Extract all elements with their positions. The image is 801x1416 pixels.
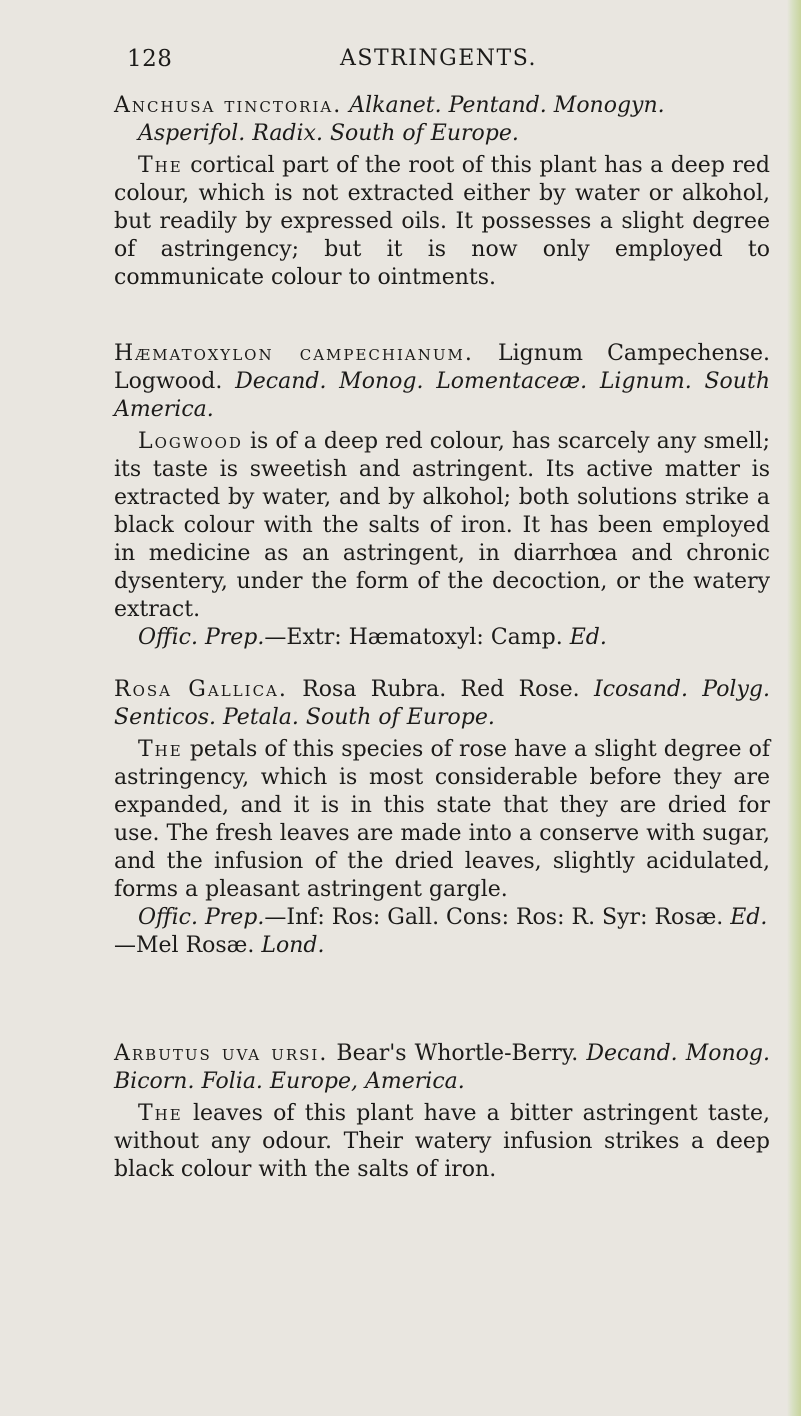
entry-body: [114, 736, 770, 904]
entry-heading: [114, 92, 770, 120]
entry-body: [114, 1100, 770, 1184]
entry-common: Rosa Rubra. Red Rose.: [302, 677, 580, 702]
page-number: 128: [127, 46, 173, 72]
entry-lead: The: [138, 153, 183, 178]
prep-text-2: —Mel Rosæ.: [114, 933, 255, 958]
entry-haematoxylon: [114, 340, 770, 652]
entry-body: [114, 152, 770, 292]
entry-heading: [114, 340, 770, 424]
page-header: [127, 46, 767, 76]
entry-classification: Decand. Monog. Lomentaceæ. Lignum. South America.: [114, 369, 770, 422]
entry-name: Anchusa tinctoria.: [114, 93, 343, 118]
entry-heading: [114, 1040, 770, 1096]
prep-text: —Inf: Ros: Gall. Cons: Ros: R. Syr: Rosæ.: [264, 905, 724, 930]
entry-classification: Decand. Monog. Bicorn. Folia. Europe, America.: [114, 1041, 770, 1094]
prep-lond: Lond.: [261, 933, 325, 958]
entry-arbutus: [114, 1040, 770, 1184]
entry-lead: Logwood: [138, 429, 243, 454]
entry-heading: [114, 676, 770, 732]
entry-preparations: [114, 904, 770, 960]
entry-rosa-gallica: [114, 676, 770, 960]
entry-body: [114, 428, 770, 624]
running-title: ASTRINGENTS.: [340, 46, 537, 71]
page-edge: [787, 0, 801, 1416]
entry-anchusa: [114, 92, 770, 292]
entry-text: leaves of this plant have a bitter astringent taste, without any odour. Their watery infusion strikes a deep black colour with the salts of iron.: [114, 1101, 770, 1182]
entry-name: Hæmatoxylon campechianum.: [114, 341, 474, 366]
entry-common: Bear's Whortle-Berry.: [336, 1041, 579, 1066]
entry-common: Lignum Campechense. Logwood.: [114, 341, 770, 394]
entry-lead: The: [138, 1101, 183, 1126]
entry-heading-cont: Asperifol. Radix. South of Europe.: [138, 121, 519, 146]
entry-lead: The: [138, 737, 183, 762]
prep-ed: Ed.: [730, 905, 768, 930]
entry-name: Rosa Gallica.: [114, 677, 288, 702]
entry-common: Alkanet. Pentand. Monogyn.: [349, 93, 665, 118]
entry-text: petals of this species of rose have a slight degree of astringency, which is most considerable before they are expanded, and it is in this state that they are dried for use. The fresh leaves are made into a conserve with sugar, and the infusion of the dried leaves, slightly acidulated, forms a pleasant astringent gargle.: [114, 737, 771, 902]
entry-text: is of a deep red colour, has scarcely any smell; its taste is sweetish and astringent. Its active matter is extracted by water, and by alkohol; both solutions strike a black colour with the salts of iron. It has been employed in medicine as an astringent, in diarrhœa and chronic dysentery, under the form of the decoction, or the watery extract.: [114, 429, 770, 622]
prep-label: Offic. Prep.: [138, 625, 265, 650]
prep-ed: Ed.: [569, 625, 607, 650]
entry-text: cortical part of the root of this plant has a deep red colour, which is not extracted either by water or alkohol, but readily by expressed oils. It possesses a slight degree of astringency; but it is now only employed to communicate colour to ointments.: [114, 153, 770, 290]
entry-name: Arbutus uva ursi.: [114, 1041, 329, 1066]
entry-classification: Icosand. Polyg. Senticos. Petala. South of Europe.: [114, 677, 770, 730]
prep-label: Offic. Prep.: [138, 905, 265, 930]
entry-preparations: [114, 624, 770, 652]
prep-text: —Extr: Hæmatoxyl: Camp.: [264, 625, 563, 650]
